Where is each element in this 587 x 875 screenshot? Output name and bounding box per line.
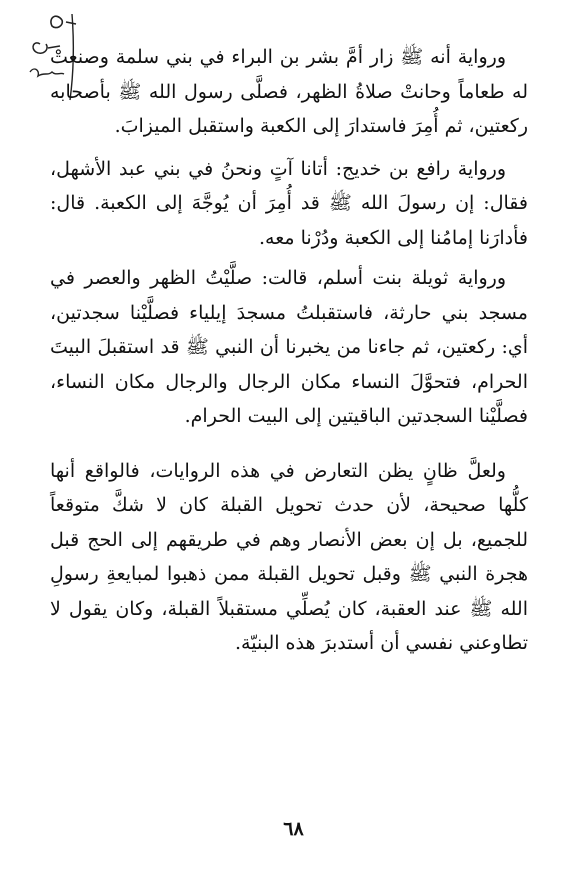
- paragraph: ورواية ثويلة بنت أسلم، قالت: صلَّيْتُ الظهر والعصر في مسجد بني حارثة، فاستقبلتُ مسجدَ إيلياء فصلَّيْنا سجدتين، أي: ركعتين، ثم جاءنا من يخبرنا أن النبي ﷺ قد استقبلَ البيتَ الحرام، فتحوَّلَ النساء مكان الرجال والرجال مكان النساء، فصلَّيْنا السجدتين الباقيتين إلى البيت الحرام.: [50, 267, 528, 427]
- paragraph: ورواية رافع بن خديج: أتانا آتٍ ونحنُ في بني عبد الأشهل، فقال: إن رسولَ الله ﷺ قد أُمِرَ أن يُوجَّهَ إلى الكعبة. قال: فأدارَنا إمامُنا إلى الكعبة ودُرْنا معه.: [50, 157, 528, 249]
- paragraph: ورواية أنه ﷺ زار أمَّ بشر بن البراء في بني سلمة وصنعتْ له طعاماً وحانتْ صلاةُ الظهر، فصلَّى رسول الله ﷺ بأصحابه ركعتين، ثم أُمِرَ فاستدارَ إلى الكعبة واستقبل الميزابَ.: [50, 46, 528, 137]
- main-text: [50, 40, 528, 661]
- paragraph: ولعلَّ ظانٍ يظن التعارض في هذه الروايات، فالواقع أنها كلُّها صحيحة، لأن حدث تحويل القبلة كان لا شكَّ متوقعاً للجميع، بل إن بعض الأنصار وهم في طريقهم إلى الحج قبل هجرة النبي ﷺ وقبل تحويل القبلة ممن ذهبوا لمبايعةِ رسولِ الله ﷺ عند العقبة، كان يُصلِّي مستقبلاً القبلة، وكان يقول لا تطاوعني نفسي أن أستدبرَ هذه البنيّة.: [50, 459, 528, 654]
- page-number: ٦٨: [283, 818, 304, 840]
